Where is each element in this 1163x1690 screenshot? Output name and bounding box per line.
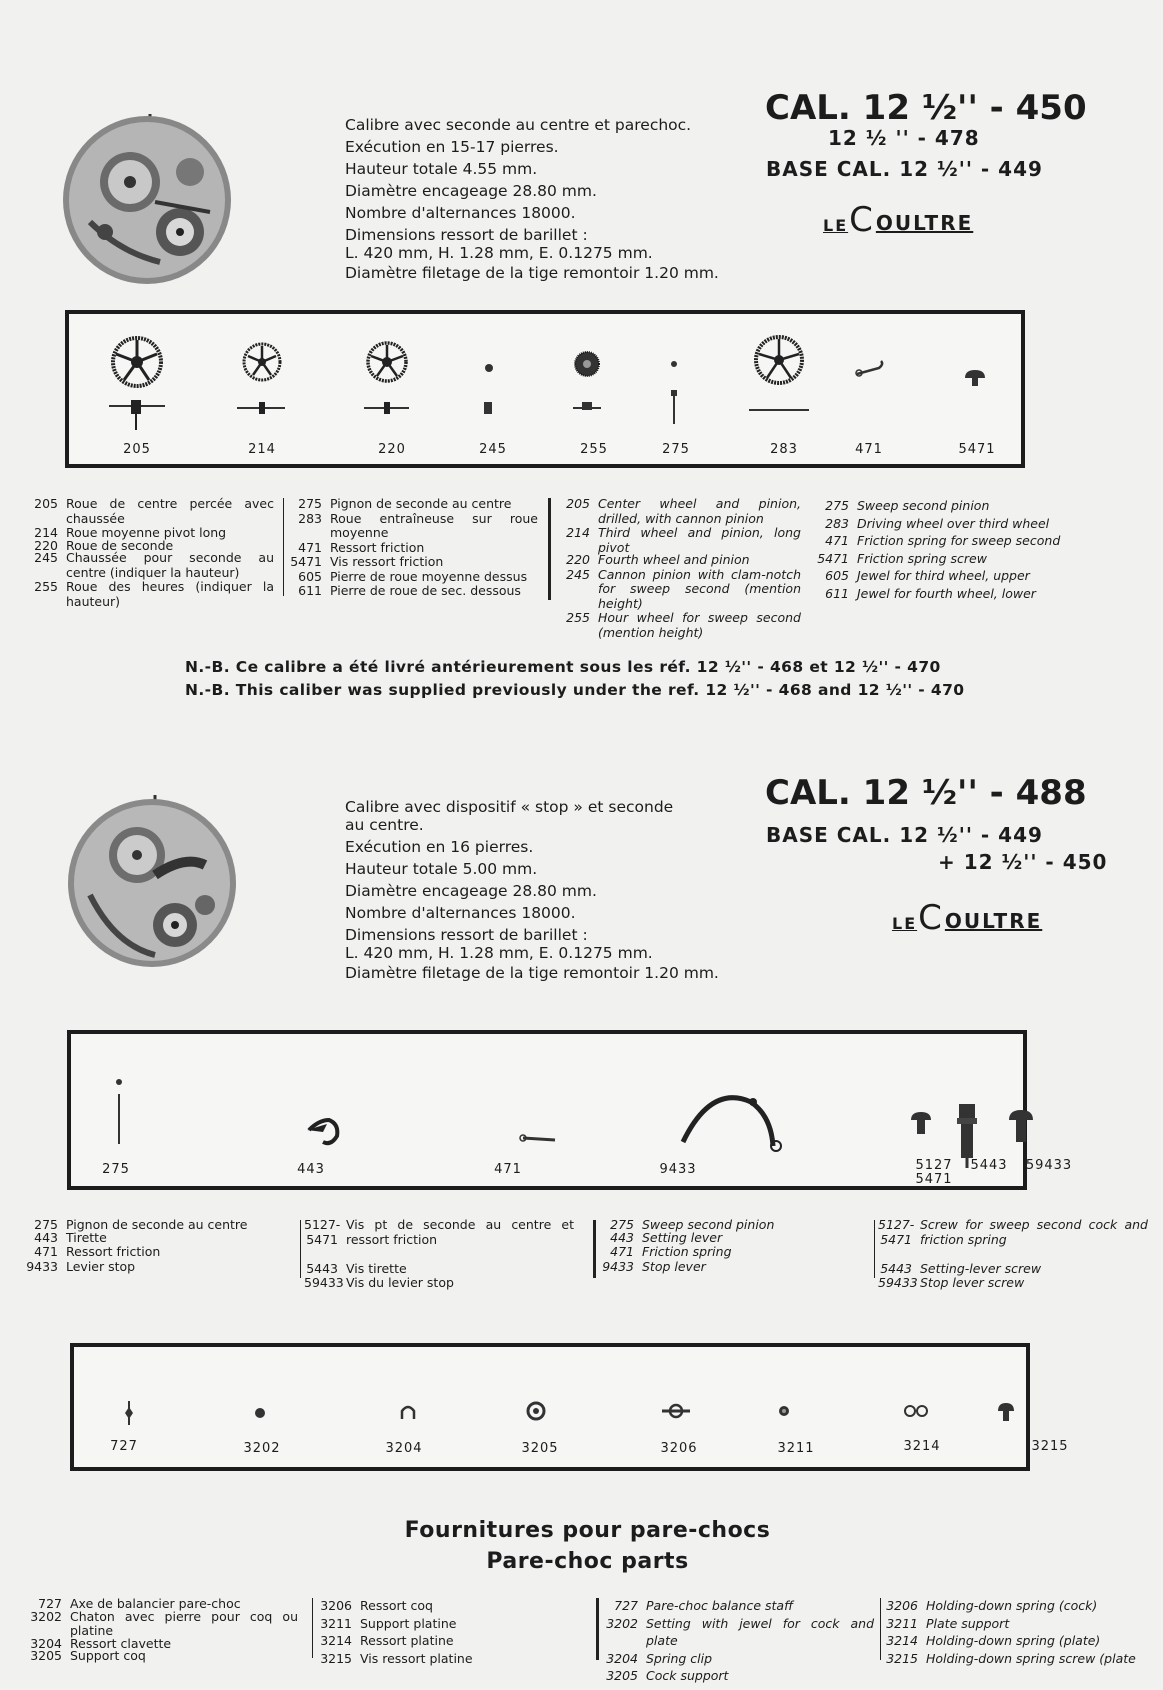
desc-line: au centre.: [345, 816, 424, 834]
legend-shock-fr-1: [28, 1597, 298, 1664]
legend-row: 5127- Vis pt de seconde au centre et ressort friction: [304, 1217, 574, 1247]
part-number: 255: [580, 442, 608, 457]
part-number: 3211: [777, 1441, 815, 1456]
part-3204-icon: [402, 1407, 414, 1419]
desc-line: Calibre avec dispositif « stop » et seconde: [345, 798, 674, 816]
legend-row: 5471: [880, 1232, 912, 1247]
legend-row: 214 Third wheel and pinion, long pivot: [566, 525, 801, 555]
part-number: 5127: [915, 1158, 953, 1173]
legend-row: 471 Ressort friction: [298, 539, 425, 555]
caliber-title-488: CAL. 12 ½'' - 488: [765, 773, 1087, 813]
legend-shock-en-1: [604, 1597, 874, 1685]
desc-line: Diamètre encageage 28.80 mm.: [345, 182, 597, 200]
legend-row: 471 Friction spring: [610, 1244, 732, 1259]
part-275-icon: [116, 1079, 122, 1144]
part-283-icon: [749, 337, 809, 410]
legend-row: 3211 Plate support: [886, 1615, 1010, 1631]
legend-row: 3215 Holding-down spring screw (plate: [886, 1650, 1136, 1666]
part-205-icon: [109, 338, 165, 430]
legend-450-en-2: [815, 497, 1065, 602]
part-number: 3202: [243, 1441, 281, 1456]
legend-row: 3211 Support platine: [320, 1615, 457, 1631]
section-title-fr: Fournitures pour pare-chocs: [404, 1518, 771, 1543]
lecoultre-logo: LE C OULTRE: [892, 898, 1043, 938]
note-fr: N.-B. Ce calibre a été livré antérieurement sous les réf. 12 ½'' - 468 et 12 ½'' - 470: [185, 658, 941, 676]
part-number: 245: [479, 442, 507, 457]
divider: [593, 1220, 596, 1278]
parts-panel-450: [65, 310, 1025, 468]
legend-row: 59433 Vis du levier stop: [304, 1275, 454, 1290]
legend-row: 283 Driving wheel over third wheel: [825, 515, 1050, 531]
part-255-icon: [573, 352, 601, 410]
desc-line: Diamètre encageage 28.80 mm.: [345, 882, 597, 900]
part-9433-icon: [683, 1098, 781, 1151]
legend-row: 5443 Vis tirette: [306, 1260, 407, 1276]
legend-row: 283 Roue entraîneuse sur roue moyenne: [298, 510, 538, 540]
part-number: 214: [248, 442, 276, 457]
part-number: 727: [110, 1439, 138, 1454]
legend-row: 5471: [306, 1232, 338, 1247]
desc-line: Calibre avec seconde au centre et parechoc.: [345, 116, 692, 134]
parts-panel-shock: [70, 1343, 1069, 1471]
part-number: 3214: [903, 1439, 941, 1454]
legend-row: 9433 Levier stop: [26, 1258, 136, 1274]
description-488: [345, 798, 719, 984]
legend-row: 3206 Holding-down spring (cock): [886, 1598, 1098, 1613]
legend-row: 471 Friction spring for sweep second: [825, 533, 1061, 548]
legend-row: 3204 Ressort clavette: [30, 1635, 172, 1651]
divider: [874, 1220, 875, 1278]
caliber-base-449: BASE CAL. 12 ½'' - 449: [766, 823, 1043, 847]
desc-line: Exécution en 16 pierres.: [345, 838, 534, 856]
legend-488-fr-1: [24, 1218, 264, 1274]
part-number: 205: [123, 442, 151, 457]
part-214-icon: [237, 344, 285, 414]
divider: [300, 1220, 301, 1278]
legend-row: 275 Sweep second pinion: [610, 1217, 775, 1232]
legend-row: 205 Center wheel and pinion, drilled, with cannon pinion: [566, 496, 801, 526]
legend-row: 3215 Vis ressort platine: [320, 1650, 473, 1666]
legend-row: 605 Pierre de roue moyenne dessus: [298, 568, 528, 584]
legend-row: 3214 Ressort platine: [320, 1633, 454, 1648]
desc-line: Diamètre filetage de la tige remontoir 1.20 mm.: [345, 264, 719, 282]
desc-line: L. 420 mm, H. 1.28 mm, E. 0.1275 mm.: [345, 944, 653, 962]
part-number: 5443: [970, 1158, 1008, 1173]
legend-shock-en-2: [884, 1597, 1159, 1667]
legend-row: 59433 Stop lever screw: [878, 1275, 1025, 1290]
legend-row: 275 Pignon de seconde au centre: [298, 496, 512, 511]
desc-line: Exécution en 15-17 pierres.: [345, 138, 559, 156]
part-number: 443: [297, 1162, 325, 1177]
part-5471-icon: [965, 370, 985, 386]
part-3206-icon: [662, 1405, 690, 1417]
legend-488-en-1: [600, 1218, 820, 1274]
movement-photo-450: [60, 112, 235, 287]
divider: [880, 1598, 881, 1660]
legend-row: 611 Pierre de roue de sec. dessous: [298, 583, 521, 598]
legend-row: 275 Sweep second pinion: [825, 498, 990, 513]
legend-row: 3202 Chaton avec pierre pour coq ou platine: [30, 1608, 298, 1638]
desc-line: Hauteur totale 4.55 mm.: [345, 160, 538, 178]
legend-row: 255 Hour wheel for sweep second (mention height): [566, 610, 801, 640]
legend-488-en-2: [878, 1218, 1148, 1291]
legend-row: 9433 Stop lever: [602, 1258, 706, 1274]
divider: [312, 1598, 313, 1658]
legend-row: 205 Roue de centre percée avec chaussée: [34, 496, 274, 526]
legend-shock-fr-2: [318, 1597, 578, 1667]
part-number: 59433: [1025, 1158, 1073, 1173]
movement-image: [65, 795, 240, 970]
movement-photo-488: [65, 795, 240, 970]
part-3202-icon: [255, 1408, 265, 1418]
divider: [548, 498, 551, 600]
part-number: 220: [378, 442, 406, 457]
desc-line: Hauteur totale 5.00 mm.: [345, 860, 538, 878]
desc-line: Dimensions ressort de barillet :: [345, 226, 588, 244]
legend-row: 727 Axe de balancier pare-choc: [38, 1596, 241, 1611]
parts-drawings-488: [71, 1034, 1023, 1186]
divider: [596, 1598, 599, 1660]
legend-row: 245 Cannon pinion with clam-notch for sweep second (mention height): [566, 566, 801, 611]
caliber-sub-478: 12 ½ '' - 478: [828, 126, 980, 150]
part-number: 9433: [659, 1162, 697, 1177]
part-number: 471: [494, 1162, 522, 1177]
part-727-icon: [125, 1401, 133, 1425]
part-number: 3205: [521, 1441, 559, 1456]
part-number: 471: [855, 442, 883, 457]
part-number: 3206: [660, 1441, 698, 1456]
part-245-icon: [484, 364, 493, 414]
parts-panel-488: [67, 1030, 1073, 1190]
description-450: [345, 114, 719, 284]
part-59433-icon: [1009, 1110, 1033, 1142]
desc-line: Dimensions ressort de barillet :: [345, 926, 588, 944]
legend-450-fr-1: [24, 497, 274, 609]
part-number: 3204: [385, 1441, 423, 1456]
legend-row: 3206 Ressort coq: [320, 1598, 433, 1613]
part-3205-icon: [528, 1403, 544, 1419]
legend-row: 3214 Holding-down spring (plate): [886, 1633, 1101, 1648]
legend-row: 220 Roue de seconde: [34, 537, 174, 553]
legend-488-fr-2: [304, 1218, 574, 1291]
part-471-icon: [856, 361, 882, 376]
desc-line: Nombre d'alternances 18000.: [345, 204, 576, 222]
part-471-icon: [520, 1135, 555, 1141]
legend-row: 443 Setting lever: [610, 1229, 723, 1245]
legend-row: 220 Fourth wheel and pinion: [566, 552, 750, 567]
desc-line: L. 420 mm, H. 1.28 mm, E. 0.1275 mm.: [345, 244, 653, 262]
part-number: 275: [102, 1162, 130, 1177]
part-3214-icon: [905, 1406, 927, 1416]
part-3215-icon: [998, 1403, 1014, 1421]
desc-line: Nombre d'alternances 18000.: [345, 904, 576, 922]
legend-row: 275 Pignon de seconde au centre: [34, 1217, 248, 1232]
section-title-en: Pare-choc parts: [486, 1549, 689, 1574]
part-5127-icon: [911, 1112, 931, 1134]
part-number: 5471: [915, 1172, 953, 1187]
legend-row: 5471 Vis ressort friction: [290, 554, 444, 569]
divider: [283, 498, 284, 596]
legend-row: 611 Jewel for fourth wheel, lower: [825, 585, 1036, 601]
legend-row: 727 Pare-choc balance staff: [614, 1598, 794, 1613]
legend-row: 5127- Screw for sweep second cock and friction spring: [878, 1217, 1148, 1247]
legend-row: 255 Roue des heures (indiquer la hauteur): [34, 579, 274, 609]
part-number: 5471: [958, 442, 996, 457]
legend-row: 605 Jewel for third wheel, upper: [825, 568, 1030, 583]
legend-row: 3205 Cock support: [606, 1668, 729, 1683]
part-3211-icon: [779, 1406, 789, 1416]
caliber-base-449: BASE CAL. 12 ½'' - 449: [766, 157, 1043, 181]
legend-row: 443 Tirette: [34, 1229, 107, 1245]
legend-row: 245 Chaussée pour seconde au centre (indiquer la hauteur): [34, 550, 274, 580]
legend-row: 5443 Setting-lever screw: [880, 1260, 1042, 1276]
legend-row: 5471 Friction spring screw: [817, 550, 987, 566]
legend-row: 471 Ressort friction: [34, 1244, 161, 1259]
desc-line: Diamètre filetage de la tige remontoir 1.20 mm.: [345, 964, 719, 982]
legend-row: 3204 Spring clip: [606, 1650, 713, 1666]
caliber-title-450: CAL. 12 ½'' - 450: [765, 88, 1087, 128]
part-number: 275: [662, 442, 690, 457]
lecoultre-logo: LE C OULTRE: [823, 200, 974, 240]
legend-450-en-1: [556, 497, 801, 640]
part-443-icon: [307, 1120, 337, 1143]
legend-row: 3202 Setting with jewel for cock and plate: [606, 1615, 874, 1648]
part-220-icon: [364, 343, 409, 414]
part-275-icon: [671, 361, 677, 424]
part-number: 3215: [1031, 1439, 1069, 1454]
movement-image: [60, 112, 235, 287]
legend-row: 214 Roue moyenne pivot long: [34, 525, 227, 540]
part-number: 283: [770, 442, 798, 457]
caliber-plus-450: + 12 ½'' - 450: [938, 850, 1108, 874]
legend-row: 3205 Support coq: [30, 1648, 146, 1663]
note-en: N.-B. This caliber was supplied previously under the ref. 12 ½'' - 468 and 12 ½'' - 470: [185, 681, 965, 699]
legend-450-fr-2: [288, 497, 538, 599]
